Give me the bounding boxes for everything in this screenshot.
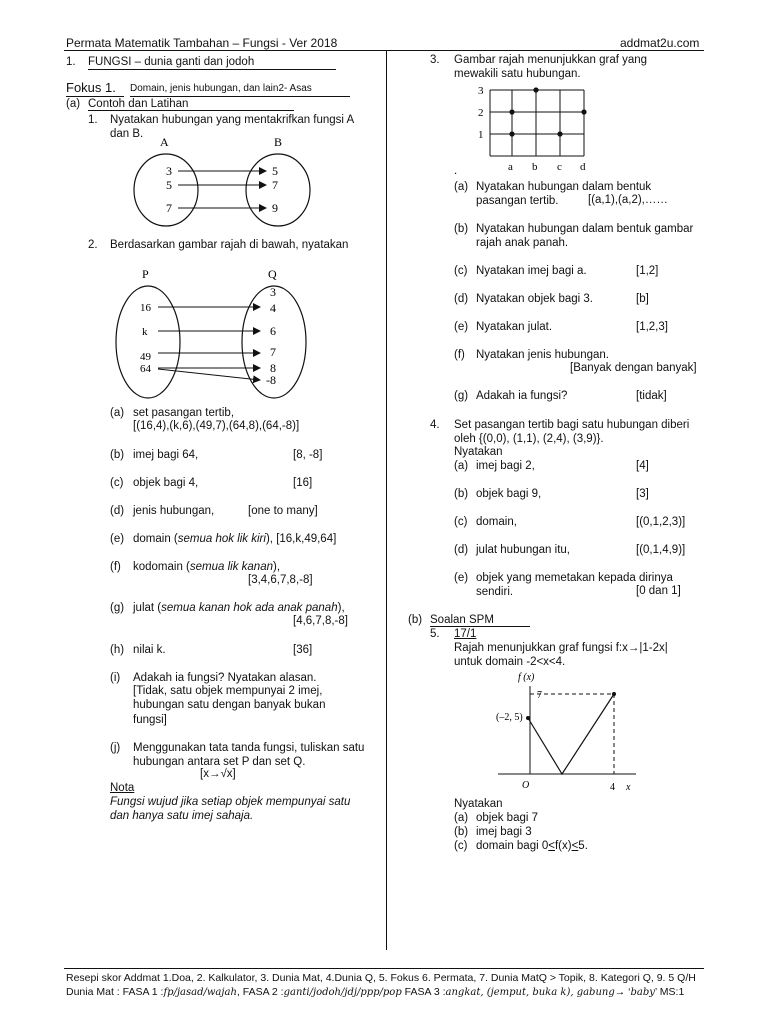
q2-q-2: 4	[270, 301, 276, 315]
q2j-answer: [x→√x]	[200, 768, 236, 780]
q4d-label: (d)	[454, 544, 469, 556]
q1-set-b-label: B	[274, 135, 283, 149]
q3g-label: (g)	[454, 390, 469, 402]
q3-x-tick-a: a	[508, 161, 513, 173]
q3d-answer: [b]	[636, 293, 649, 305]
q2g-answer: [4,6,7,8,-8]	[293, 615, 348, 627]
q5-origin-label: O	[522, 780, 530, 791]
q5a-label: (a)	[454, 812, 469, 824]
q4b-text: objek bagi 9,	[476, 488, 542, 500]
q2e-text-end: ),	[265, 533, 273, 545]
q3g-text: Adakah ia fungsi?	[476, 390, 568, 402]
q2f-note: semua lik kanan	[189, 561, 273, 573]
footer-fasa-2-detail: ganti/jodoh/jdj/ppp/pop	[283, 987, 402, 998]
q2-set-q-label: Q	[268, 267, 277, 281]
section-title: FUNGSI – dunia ganti dan jodoh	[88, 56, 255, 68]
q3-x-tick-c: c	[557, 161, 562, 173]
q2i-answer: [Tidak, satu objek mempunyai 2 imej, hubungan satu dengan banyak bukan fungsi]	[133, 685, 326, 726]
q2f-text: kodomain (	[133, 561, 190, 573]
footer-baby: baby	[630, 987, 655, 998]
q3a-label: (a)	[454, 181, 469, 193]
q3c-answer: [1,2]	[636, 265, 659, 277]
q2-set-p-label: P	[142, 267, 149, 281]
header-rule	[64, 50, 704, 51]
q5b-text: imej bagi 3	[476, 826, 532, 838]
q3-y-tick-1: 1	[478, 129, 484, 141]
q3e-label: (e)	[454, 321, 469, 333]
q5c-le-1: <	[548, 840, 555, 852]
q3-x-tick-d: d	[580, 161, 586, 173]
footer-line-2	[66, 986, 684, 1000]
q5-text-2: untuk domain -2<x<4.	[454, 656, 566, 668]
q1-a-3: 7	[166, 201, 172, 215]
q1-arrow-diagram	[120, 134, 320, 230]
q4e-label: (e)	[454, 572, 469, 584]
q3c-label: (c)	[454, 265, 468, 277]
q5-number: 5.	[430, 628, 440, 640]
q3a-answer: [(a,1),(a,2),……	[588, 194, 668, 206]
q3-y-tick-3: 3	[478, 85, 484, 97]
q3-graph	[472, 82, 622, 176]
part-a-title: Contoh dan Latihan	[88, 98, 189, 110]
q1-b-3: 9	[272, 201, 278, 215]
q2-q-3: 6	[270, 324, 276, 338]
q2g-text-end: ),	[337, 602, 345, 614]
footer-arrow: → ‘	[614, 986, 631, 998]
q2-q-4: 7	[270, 345, 276, 359]
q3b-label: (b)	[454, 223, 469, 235]
q5c-mid: f(x)	[554, 840, 572, 852]
q2i-text: Adakah ia fungsi? Nyatakan alasan.	[133, 672, 317, 684]
q3d-text: Nyatakan objek bagi 3.	[476, 293, 593, 305]
q4d-text: julat hubungan itu,	[476, 544, 570, 556]
q5-x-axis-label: x	[626, 782, 631, 793]
q2-number: 2.	[88, 239, 98, 251]
q3-point-d-2	[581, 109, 586, 114]
q4a-label: (a)	[454, 460, 469, 472]
q3a-text: Nyatakan hubungan dalam bentuk pasangan tertib.	[476, 181, 652, 208]
q5c-end: 5.	[578, 840, 588, 852]
q3-dot: .	[454, 165, 458, 177]
q3-y-tick-2: 2	[478, 107, 484, 119]
q2e-note: semua hok lik kiri	[177, 533, 266, 545]
section-title-underline	[88, 69, 336, 70]
q1-set-a-label: A	[160, 135, 169, 149]
q2g-note: semua kanan hok ada anak panah	[161, 602, 338, 614]
q2d-label: (d)	[110, 505, 125, 517]
q4c-label: (c)	[454, 516, 468, 528]
q3-point-c-1	[557, 131, 562, 136]
footer-ms: ’ MS:1	[654, 986, 685, 998]
fokus-description: Domain, jenis hubungan, dan lain2- Asas	[130, 83, 312, 94]
q2-arrow-diagram	[110, 266, 310, 402]
footer-fasa-3: FASA 3 :	[401, 986, 446, 998]
q2b-label: (b)	[110, 449, 125, 461]
q2a-text: set pasangan tertib,	[133, 407, 235, 419]
q4e-text: objek yang memetakan kepada dirinya sendiri.	[476, 572, 673, 599]
q2-arrow-5	[158, 369, 260, 380]
q4b-answer: [3]	[636, 488, 649, 500]
q3c-text: Nyatakan imej bagi a.	[476, 265, 587, 277]
q2i-label: (i)	[110, 672, 121, 684]
q5-point-left	[526, 716, 530, 720]
q5a-text: objek bagi 7	[476, 812, 539, 824]
q5c-label: (c)	[454, 840, 468, 852]
q1-b-1: 5	[272, 164, 278, 178]
q2c-answer: [16]	[293, 477, 313, 489]
q2h-text: nilai k.	[133, 644, 166, 656]
q5-point-right	[612, 692, 616, 696]
q1-set-b-ellipse	[246, 154, 310, 226]
q4c-answer: [(0,1,2,3)]	[636, 516, 686, 528]
q5-y-value-label: 7	[537, 690, 542, 701]
q2h-label: (h)	[110, 644, 125, 656]
q4a-answer: [4]	[636, 460, 649, 472]
q2-q-5: 8	[270, 361, 276, 375]
q2-p-4: 64	[140, 363, 151, 375]
q3-text: Gambar rajah menunjukkan graf yang mewakili satu hubungan.	[454, 54, 648, 81]
q2-p-3: 49	[140, 351, 151, 363]
q2c-text: objek bagi 4,	[133, 477, 199, 489]
q1-text: Nyatakan hubungan yang mentakrifkan fungsi A dan B.	[110, 114, 354, 141]
q2f-label: (f)	[110, 561, 121, 573]
q3f-label: (f)	[454, 349, 465, 361]
q1-a-1: 3	[166, 164, 172, 178]
q5-graph	[488, 668, 648, 798]
q3f-text: Nyatakan jenis hubungan.	[476, 349, 609, 361]
q2j-label: (j)	[110, 742, 121, 754]
q4-text: Set pasangan tertib bagi satu hubungan diberi oleh {(0,0), (1,1), (2,4), (3,9)}.	[454, 419, 690, 446]
q5-y-axis-label: f (x)	[518, 672, 535, 683]
q3g-answer: [tidak]	[636, 390, 667, 402]
q3e-answer: [1,2,3]	[636, 321, 668, 333]
q5-text-1: Rajah menunjukkan graf fungsi f:x→|1-2x|	[454, 642, 668, 654]
q2f-text-end: ),	[273, 561, 281, 573]
q2-text: Berdasarkan gambar rajah di bawah, nyatakan	[110, 239, 349, 251]
q1-a-2: 5	[166, 178, 172, 192]
part-b-underline	[430, 626, 530, 627]
q4-nyatakan: Nyatakan	[454, 446, 503, 458]
part-b-label: (b)	[408, 614, 423, 626]
q5c-text: domain bagi 0	[476, 840, 549, 852]
footer-fasa-1-detail: fp/jasad/wajah	[163, 987, 237, 998]
q2-p-1: 16	[140, 302, 151, 314]
q5c-line	[476, 839, 588, 853]
footer-fasa-2: , FASA 2 :	[236, 986, 284, 998]
q2a-answer: [(16,4),(k,6),(49,7),(64,8),(64,-8)]	[133, 420, 300, 432]
q2-q-1: 3	[270, 285, 276, 299]
q3-grid	[490, 90, 584, 156]
q5-x-value-label: 4	[610, 782, 615, 793]
q5-reference: 17/1	[454, 628, 477, 640]
footer-rule	[64, 968, 704, 969]
part-b-title: Soalan SPM	[430, 614, 494, 626]
q4d-answer: [(0,1,4,9)]	[636, 544, 686, 556]
q2e-label: (e)	[110, 533, 125, 545]
q2e-answer: [16,k,49,64]	[276, 533, 337, 545]
q1-b-2: 7	[272, 178, 278, 192]
q4-number: 4.	[430, 419, 440, 431]
q5-nyatakan: Nyatakan	[454, 798, 503, 810]
q3-number: 3.	[430, 54, 440, 66]
q2c-label: (c)	[110, 477, 124, 489]
footer-line-1: Resepi skor Addmat 1.Doa, 2. Kalkulator, 3. Dunia Mat, 4.Dunia Q, 5. Fokus 6. Permata, 7. Dunia MatQ > Topik, 8. Kategori Q, 9. 5 Q/H	[66, 972, 696, 984]
q3-x-tick-b: b	[532, 161, 538, 173]
fokus-label: Fokus 1.	[66, 80, 116, 95]
q2a-label: (a)	[110, 407, 125, 419]
q4a-text: imej bagi 2,	[476, 460, 535, 472]
column-divider	[386, 50, 387, 950]
q3f-answer: [Banyak dengan banyak]	[570, 362, 697, 374]
nota-title: Nota	[110, 782, 135, 794]
q4c-text: domain,	[476, 516, 517, 528]
q2d-text: jenis hubungan,	[133, 505, 215, 517]
q2b-text: imej bagi 64,	[133, 449, 199, 461]
q2b-answer: [8, -8]	[293, 449, 323, 461]
q5-function-line	[528, 694, 614, 774]
q3-point-b-3	[533, 87, 538, 92]
q3d-label: (d)	[454, 293, 469, 305]
header-title: Permata Matematik Tambahan – Fungsi - Ver 2018	[66, 36, 338, 50]
q2d-answer: [one to many]	[248, 505, 318, 517]
part-a-label: (a)	[66, 98, 81, 110]
q3b-text: Nyatakan hubungan dalam bentuk gambar rajah anak panah.	[476, 223, 694, 250]
q2-p-2: k	[142, 326, 148, 338]
footer-fasa-3-detail: angkat, (jemput, buka k), gabung	[445, 987, 615, 998]
q5-point-left-label: (–2, 5)	[496, 712, 523, 723]
footer-fasa-1: Dunia Mat : FASA 1 :	[66, 986, 164, 998]
section-number: 1.	[66, 56, 76, 68]
q3e-text: Nyatakan julat.	[476, 321, 553, 333]
q2e-text: domain (	[133, 533, 178, 545]
header-site: addmat2u.com	[620, 36, 700, 50]
q2f-answer: [3,4,6,7,8,-8]	[248, 574, 313, 586]
q1-number: 1.	[88, 114, 98, 126]
q5c-le-2: <	[571, 840, 579, 852]
q2h-answer: [36]	[293, 644, 313, 656]
q2g-text: julat (	[133, 602, 162, 614]
part-a-underline	[88, 110, 294, 111]
nota-text: Fungsi wujud jika setiap objek mempunyai satu dan hanya satu imej sahaja.	[110, 796, 351, 823]
q4e-answer: [0 dan 1]	[636, 585, 681, 597]
q5b-label: (b)	[454, 826, 469, 838]
q2g-label: (g)	[110, 602, 125, 614]
q3-point-a-1	[509, 131, 514, 136]
q2e-line	[133, 532, 336, 546]
q4b-label: (b)	[454, 488, 469, 500]
q2j-text: Menggunakan tata tanda fungsi, tuliskan satu hubungan antara set P dan set Q.	[133, 742, 365, 769]
q2-q-6: -8	[266, 373, 276, 387]
q3-point-a-2	[509, 109, 514, 114]
